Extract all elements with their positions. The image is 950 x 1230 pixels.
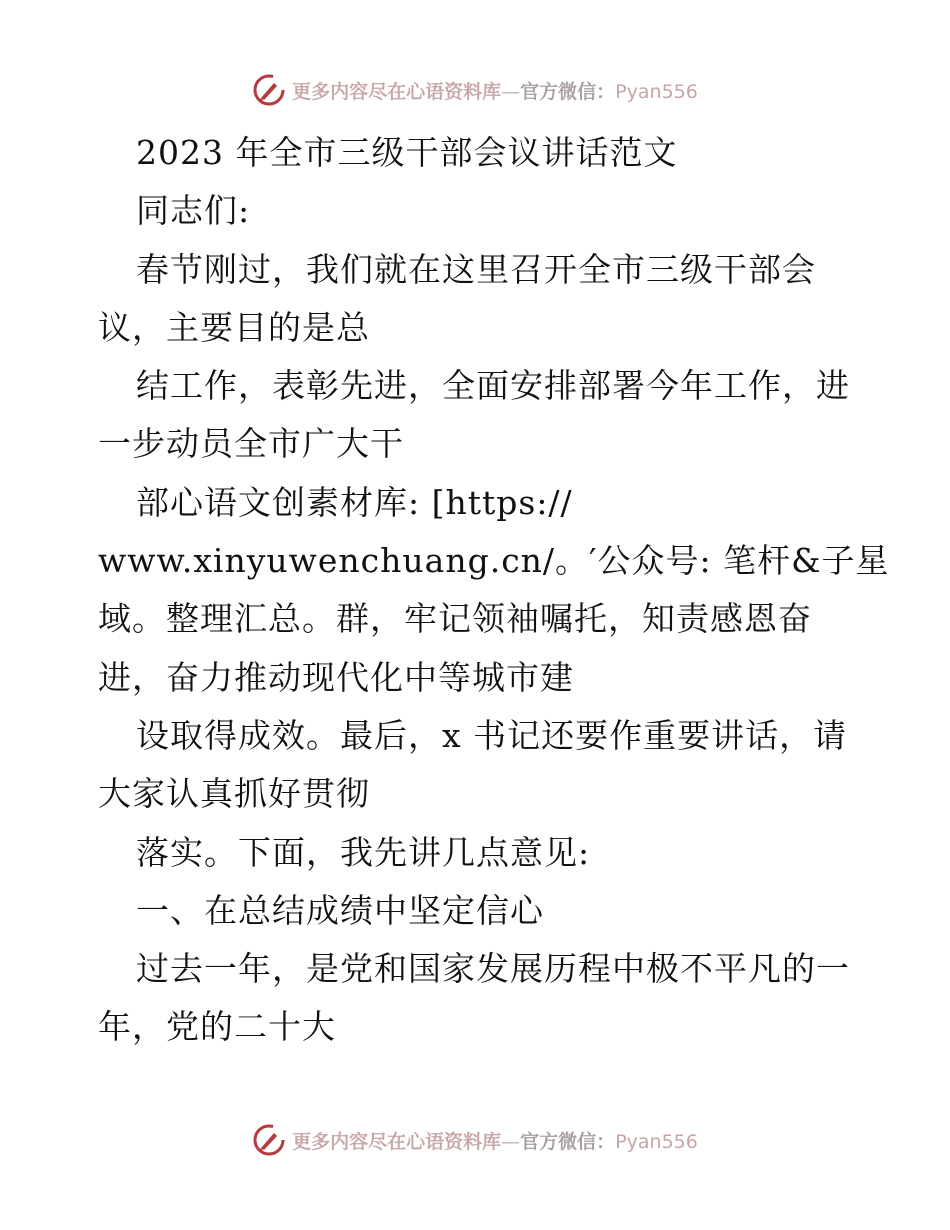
text-line: 一步动员全市广大干 [98, 424, 404, 464]
banner-wechat-id: Pyan556 [615, 1130, 698, 1153]
text-line: 设取得成效。最后，x 书记还要作重要讲话，请 [136, 715, 848, 755]
document-body [98, 124, 890, 1057]
banner-separator: — [501, 1130, 521, 1153]
banner-wechat-label: 官方微信： [520, 1130, 616, 1153]
header-banner [0, 70, 950, 110]
text-line: 域。整理汇总。群，牢记领袖嘱托，知责感恩奋 [98, 599, 812, 639]
banner-wechat-label: 官方微信： [520, 80, 616, 103]
text-line: 进，奋力推动现代化中等城市建 [98, 657, 574, 697]
banner-site-text: 更多内容尽在心语资料库 [292, 1130, 502, 1153]
banner-text [292, 1127, 698, 1154]
quill-circle-icon [252, 73, 286, 107]
quill-circle-icon [252, 1123, 286, 1157]
text-line: 春节刚过，我们就在这里召开全市三级干部会 [136, 249, 816, 289]
banner-site-text: 更多内容尽在心语资料库 [292, 80, 502, 103]
text-line: 2023 年全市三级干部会议讲话范文 [136, 133, 678, 172]
text-line: 同志们: [136, 191, 251, 231]
text-line: 落实。下面，我先讲几点意见: [136, 832, 591, 872]
text-line: 议，主要目的是总 [98, 307, 370, 347]
banner-text [292, 77, 698, 104]
text-line: www.xinyuwenchuang.cn/。′公众号: 笔杆&子星 [98, 541, 890, 581]
banner-wechat-id: Pyan556 [615, 80, 698, 103]
text-line: 部心语文创素材库: [https:// [136, 482, 573, 522]
banner-separator: — [501, 80, 521, 103]
text-line: 结工作，表彰先进，全面安排部署今年工作，进 [136, 366, 850, 406]
text-line: 年，党的二十大 [98, 1007, 336, 1047]
text-line: 过去一年，是党和国家发展历程中极不平凡的一 [136, 949, 850, 989]
text-line: 大家认真抓好贯彻 [98, 774, 370, 814]
text-line: 一、在总结成绩中坚定信心 [136, 890, 544, 930]
footer-banner [0, 1120, 950, 1160]
